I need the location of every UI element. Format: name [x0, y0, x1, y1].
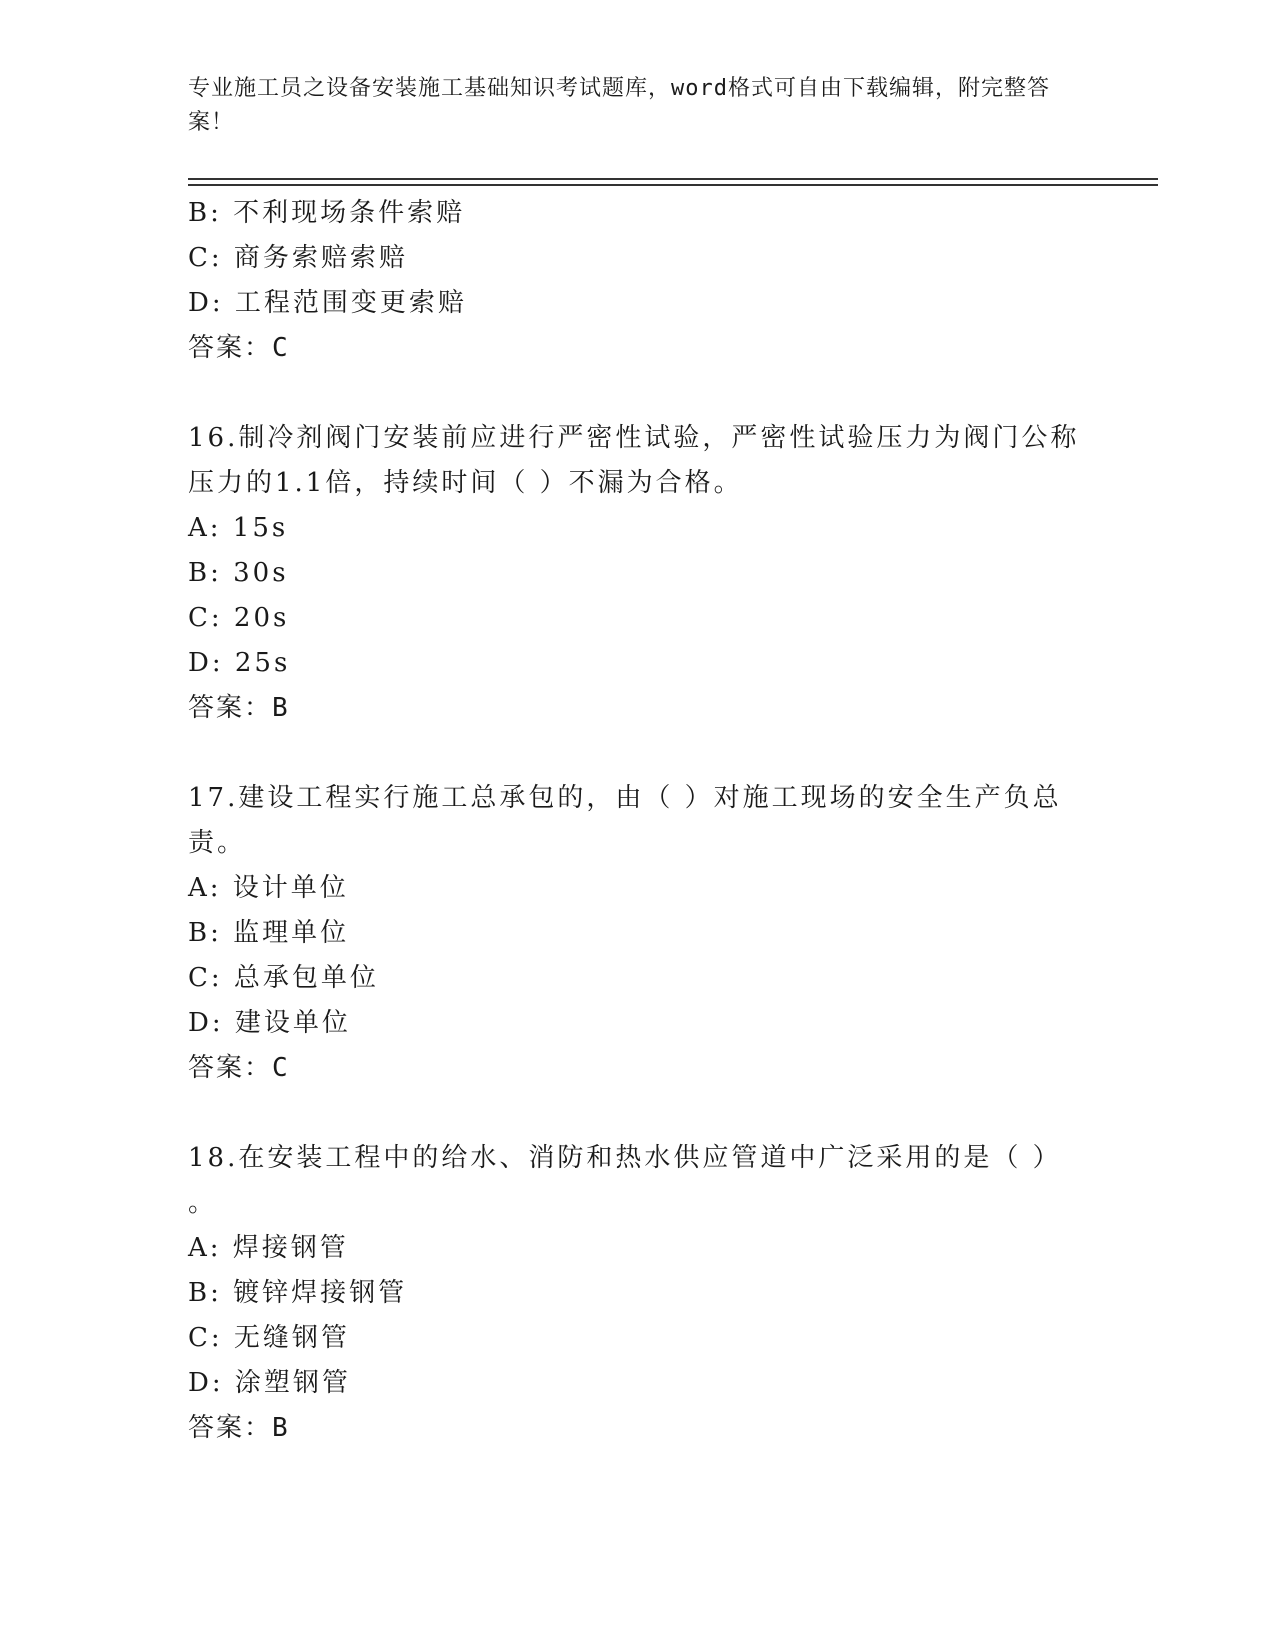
q18-option-b: B: 镀锌焊接钢管: [188, 1278, 408, 1308]
answer-value: C: [272, 1053, 290, 1083]
header-rule-bottom: [188, 184, 1158, 186]
q15-option-b: B: 不利现场条件索赔: [188, 198, 466, 228]
q15-option-c: C: 商务索赔索赔: [188, 243, 408, 273]
q17-question-line-2: 责。: [188, 828, 247, 858]
q16-option-b: B: 30s: [188, 558, 289, 588]
q15-option-d: D: 工程范围变更索赔: [188, 288, 467, 318]
q18-option-a: A: 焊接钢管: [188, 1233, 349, 1263]
q17-option-d: D: 建设单位: [188, 1008, 351, 1038]
q15-answer: [188, 330, 290, 366]
answer-label: 答案：: [188, 1053, 273, 1083]
answer-value: B: [272, 693, 290, 723]
answer-label: 答案：: [188, 333, 273, 363]
q17-option-a: A: 设计单位: [188, 873, 349, 903]
q16-option-c: C: 20s: [188, 603, 290, 633]
header-rule-top: [188, 178, 1158, 180]
answer-value: C: [272, 333, 290, 363]
document-header: 专业施工员之设备安装施工基础知识考试题库，word格式可自由下载编辑，附完整答案！: [188, 76, 1050, 135]
q17-option-c: C: 总承包单位: [188, 963, 379, 993]
q18-option-c: C: 无缝钢管: [188, 1323, 350, 1353]
q17-question-line-1: 17.建设工程实行施工总承包的，由（ ）对施工现场的安全生产负总: [188, 783, 1062, 813]
q18-option-d: D: 涂塑钢管: [188, 1368, 351, 1398]
answer-label: 答案：: [188, 693, 273, 723]
q16-option-d: D: 25s: [188, 648, 291, 678]
q18-answer: [188, 1410, 290, 1446]
q16-answer: [188, 690, 290, 726]
q18-question-line-2: 。: [188, 1188, 218, 1218]
q18-question-line-1: 18.在安装工程中的给水、消防和热水供应管道中广泛采用的是（ ）: [188, 1143, 1062, 1173]
q17-option-b: B: 监理单位: [188, 918, 350, 948]
q16-question-line-1: 16.制冷剂阀门安装前应进行严密性试验，严密性试验压力为阀门公称: [188, 423, 1080, 453]
answer-value: B: [272, 1413, 290, 1443]
q17-answer: [188, 1050, 290, 1086]
q16-option-a: A: 15s: [188, 513, 289, 543]
q16-question-line-2: 压力的1.1倍，持续时间（ ）不漏为合格。: [188, 468, 743, 498]
answer-label: 答案：: [188, 1413, 273, 1443]
